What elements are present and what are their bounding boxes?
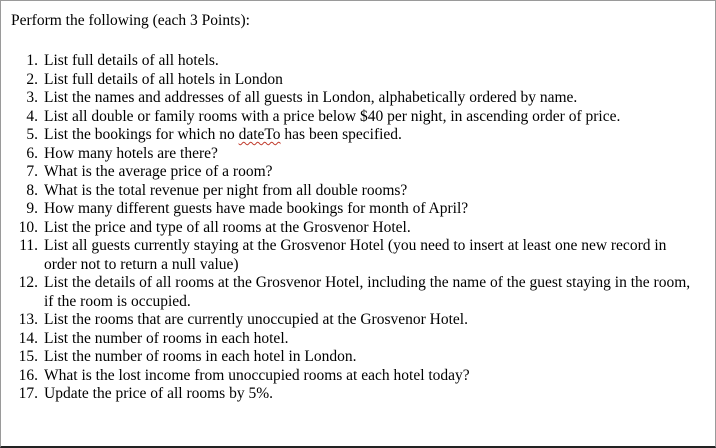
question-item xyxy=(15,52,695,71)
question-item xyxy=(15,89,695,108)
question-text: List the names and addresses of all guests in London, alphabetically ordered by name. xyxy=(44,89,578,106)
question-number: 3. xyxy=(26,89,38,106)
question-text: List full details of all hotels. xyxy=(44,52,219,69)
question-text: List the rooms that are currently unoccupied at the Grosvenor Hotel. xyxy=(44,311,468,328)
question-text: What is the average price of a room? xyxy=(44,163,273,180)
question-text: List the number of rooms in each hotel. xyxy=(44,329,289,347)
question-text: How many different guests have made bookings for month of April? xyxy=(44,200,469,217)
question-item xyxy=(15,237,695,274)
question-item xyxy=(15,330,695,349)
question-number: 8. xyxy=(26,181,38,199)
question-number: 10. xyxy=(18,218,38,236)
question-item xyxy=(15,200,695,219)
question-text: What is the lost income from unoccupied rooms at each hotel today? xyxy=(44,366,470,384)
question-item xyxy=(15,126,695,145)
question-item xyxy=(15,348,695,367)
question-number: 15. xyxy=(18,348,38,365)
question-text: List all guests currently staying at the Grosvenor Hotel (you need to insert at least one new record in order not to return a null value) xyxy=(44,237,667,273)
question-text-part: List the bookings for which no xyxy=(44,126,239,143)
question-text: List full details of all hotels in London xyxy=(44,70,283,88)
question-number: 14. xyxy=(18,329,38,347)
question-text-part: has been specified. xyxy=(280,126,402,143)
question-number: 13. xyxy=(18,311,38,328)
question-item xyxy=(15,385,695,404)
question-item xyxy=(15,163,695,182)
question-text xyxy=(44,126,695,145)
question-number: 17. xyxy=(18,385,38,402)
question-item xyxy=(15,71,695,90)
question-number: 5. xyxy=(26,126,38,143)
question-item xyxy=(15,108,695,127)
question-number: 2. xyxy=(26,70,38,88)
question-text: List the details of all rooms at the Grosvenor Hotel, including the name of the guest staying in the room, if the room is occupied. xyxy=(44,274,691,310)
question-item xyxy=(15,219,695,238)
question-text: List all double or family rooms with a price below $40 per night, in ascending order of price. xyxy=(44,107,621,125)
question-text: List the price and type of all rooms at the Grosvenor Hotel. xyxy=(44,218,411,236)
spellcheck-flagged-word: dateTo xyxy=(238,126,281,143)
question-text: List the number of rooms in each hotel in London. xyxy=(44,348,357,365)
question-number: 7. xyxy=(26,163,38,180)
question-number: 1. xyxy=(26,52,38,69)
question-number: 11. xyxy=(19,237,38,254)
question-item xyxy=(15,274,695,311)
question-number: 6. xyxy=(26,144,38,162)
question-item xyxy=(15,145,695,164)
question-item xyxy=(15,367,695,386)
question-item xyxy=(15,182,695,201)
question-number: 16. xyxy=(18,366,38,384)
question-number: 12. xyxy=(18,274,38,291)
page-heading: Perform the following (each 3 Points): xyxy=(11,12,250,29)
question-list xyxy=(15,52,695,404)
question-text: How many hotels are there? xyxy=(44,144,218,162)
question-number: 4. xyxy=(26,107,38,125)
question-number: 9. xyxy=(26,200,38,217)
question-item xyxy=(15,311,695,330)
question-text: Update the price of all rooms by 5%. xyxy=(44,385,273,402)
question-text: What is the total revenue per night from all double rooms? xyxy=(44,181,408,199)
